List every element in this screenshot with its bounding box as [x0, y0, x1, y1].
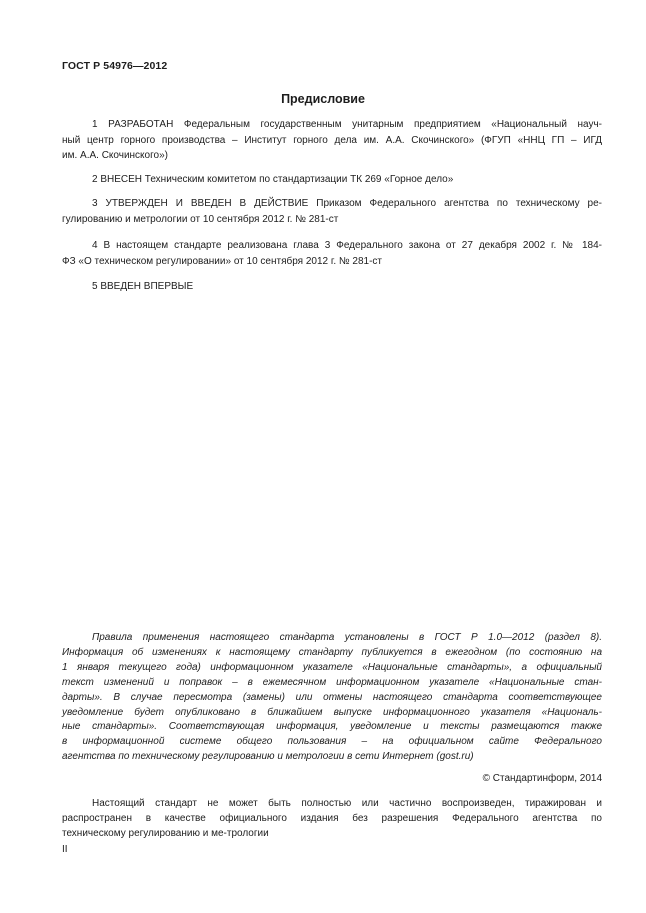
standard-number: ГОСТ Р 54976—2012 — [62, 60, 168, 72]
paragraph-line: 3 УТВЕРЖДЕН И ВВЕДЕН В ДЕЙСТВИЕ Приказом Федерального агентства по техническому ре- — [92, 198, 602, 209]
notice-line: уведомление будет опубликовано в ближайшем выпуске информационного указателя «Националь- — [62, 706, 602, 718]
paragraph-approved — [62, 196, 602, 227]
notice-line: Правила применения настоящего стандарта установлены в ГОСТ Р 1.0—2012 (раздел 8). — [92, 632, 602, 643]
paragraph-line: гулированию и метрологии от 10 сентября 2012 г. № 281-ст — [62, 213, 339, 225]
notice-line: агентства по техническому регулированию и метрологии в сети Интернет (gost.ru) — [62, 751, 474, 763]
paragraph-first-introduced — [62, 279, 602, 295]
notice-line: в информационной системе общего пользования – на официальном сайте Федерального — [62, 736, 602, 748]
notice-line: дарты». В случае пересмотра (замены) или отмены настоящего стандарта соответствующее — [62, 691, 602, 703]
reprint-line: распространен в качестве официального издания без разрешения Федерального агентства по — [62, 813, 602, 824]
paragraph-line: 2 ВНЕСЕН Техническим комитетом по стандартизации ТК 269 «Горное дело» — [92, 174, 454, 185]
paragraph-line: 5 ВВЕДЕН ВПЕРВЫЕ — [92, 281, 194, 292]
notice-line: ные стандарты». Соответствующая информация, уведомление и тексты размещаются также — [62, 721, 602, 733]
paragraph-introduced-by — [62, 172, 602, 188]
reprint-restriction — [62, 796, 602, 841]
notice-line: текст изменений и поправок – в ежемесячном информационном указателе «Национальные стан- — [62, 676, 602, 688]
section-title: Предисловие — [281, 92, 365, 106]
notice-line: Информация об изменениях к настоящему стандарту публикуется в ежегодном (по состоянию на — [62, 646, 602, 658]
paragraph-line: ФЗ «О техническом регулировании» от 10 сентября 2012 г. № 281-ст — [62, 255, 382, 267]
paragraph-line: им. А.А. Скочинского») — [62, 150, 168, 161]
application-rules-notice — [62, 631, 602, 765]
reprint-line: Настоящий стандарт не может быть полностью или частично воспроизведен, тиражирован и — [92, 798, 602, 809]
paragraph-federal-law — [62, 238, 602, 269]
reprint-line: техническому регулированию и ме-трологии — [62, 828, 269, 839]
notice-line: 1 января текущего года) информационном указателе «Национальные стандарты», а официальный — [62, 661, 602, 673]
paragraph-line: ный центр горного производства – Институт горного дела им. А.А. Скочинского» (ФГУП «ННЦ ГП – ИГД — [62, 134, 602, 146]
copyright: © Стандартинформ, 2014 — [482, 773, 602, 784]
page-number: II — [62, 844, 68, 855]
paragraph-line: 1 РАЗРАБОТАН Федеральным государственным унитарным предприятием «Национальный науч- — [92, 119, 602, 130]
paragraph-line: 4 В настоящем стандарте реализована глава 3 Федерального закона от 27 декабря 2002 г. № 184- — [92, 240, 602, 251]
paragraph-developed-by — [62, 117, 602, 164]
